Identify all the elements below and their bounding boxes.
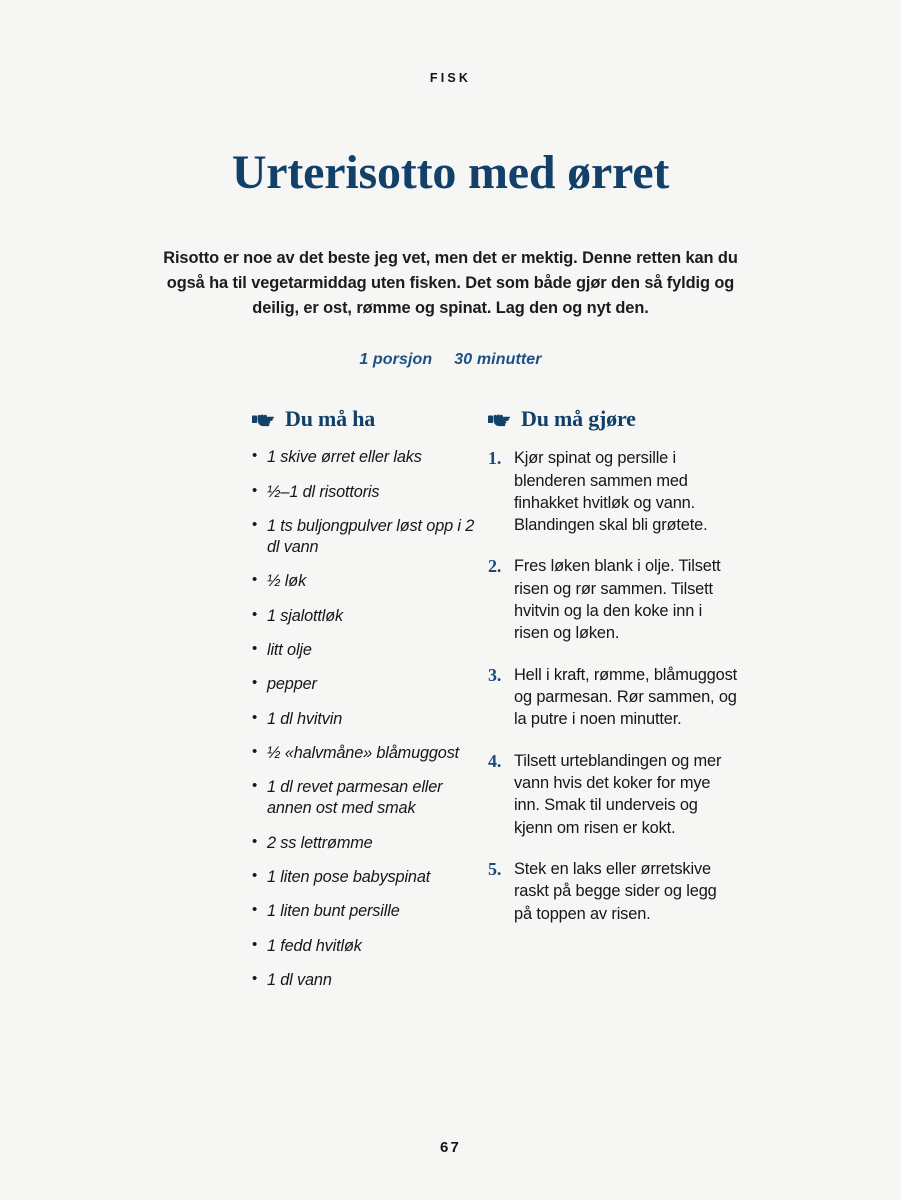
step-number: 1. — [488, 448, 502, 469]
step-number: 5. — [488, 858, 502, 879]
list-item: • 1 ts buljongpulver løst opp i 2 dl vann — [252, 516, 482, 558]
list-item: • 1 liten pose babyspinat — [252, 867, 482, 888]
ingredients-column — [252, 406, 482, 1004]
time-label: 30 minutter — [454, 351, 542, 369]
step-text: Fres løken blank i olje. Tilsett risen og rør sammen. Tilsett hvitvin og la den koke inn i risen og løken. — [514, 557, 721, 643]
recipe-meta — [0, 351, 901, 369]
step-number: 2. — [488, 556, 502, 577]
list-item: • ½–1 dl risottoris — [252, 482, 482, 503]
step-text: Hell i kraft, rømme, blåmuggost og parmesan. Rør sammen, og la putre i noen minutter. — [514, 665, 738, 729]
steps-list — [488, 447, 738, 925]
servings-label: 1 porsjon — [359, 351, 433, 369]
list-item: • pepper — [252, 674, 482, 695]
list-item: • 1 dl revet parmesan eller annen ost med smak — [252, 777, 482, 819]
steps-heading-label: Du må gjøre — [521, 406, 636, 432]
list-item: • ½ «halvmåne» blåmuggost — [252, 743, 482, 764]
step-number: 3. — [488, 664, 502, 685]
step-text: Kjør spinat og persille i blenderen sammen med finhakket hvitløk og vann. Blandingen skal bli grøtete. — [514, 449, 708, 535]
pointing-hand-icon — [252, 412, 276, 428]
pointing-hand-icon — [488, 412, 512, 428]
list-item — [488, 750, 738, 839]
list-item: • 1 sjalottløk — [252, 606, 482, 627]
page-number: 67 — [439, 1139, 462, 1156]
recipe-columns — [0, 406, 901, 1004]
list-item — [488, 447, 738, 536]
list-item: • 1 liten bunt persille — [252, 901, 482, 922]
step-number: 4. — [488, 750, 502, 771]
page-title: Urterisotto med ørret — [231, 146, 670, 199]
list-item — [488, 555, 738, 644]
step-text: Stek en laks eller ørretskive raskt på begge sider og legg på toppen av risen. — [514, 859, 717, 923]
ingredients-heading-label: Du må ha — [285, 406, 376, 432]
list-item: • ½ løk — [252, 571, 482, 592]
list-item: • 1 dl vann — [252, 970, 482, 991]
list-item — [488, 858, 738, 925]
ingredients-list — [252, 447, 482, 991]
list-item: • 2 ss lettrømme — [252, 833, 482, 854]
list-item: • 1 fedd hvitløk — [252, 936, 482, 957]
steps-heading — [488, 406, 738, 432]
ingredients-heading — [252, 406, 482, 432]
running-head: FISK — [429, 71, 472, 85]
steps-column — [488, 406, 738, 944]
recipe-intro: Risotto er noe av det beste jeg vet, men det er mektig. Denne retten kan du også ha til vegetarmiddag uten fisken. Det som både gjør den så fyldig og deilig, er ost, rømme og spinat. Lag den og nyt den. — [163, 249, 738, 318]
list-item: • litt olje — [252, 640, 482, 661]
list-item — [488, 664, 738, 731]
list-item: • 1 dl hvitvin — [252, 709, 482, 730]
step-text: Tilsett urteblandingen og mer vann hvis det koker for mye inn. Smak til underveis og kjenn om risen er kokt. — [514, 751, 722, 837]
list-item: • 1 skive ørret eller laks — [252, 447, 482, 468]
